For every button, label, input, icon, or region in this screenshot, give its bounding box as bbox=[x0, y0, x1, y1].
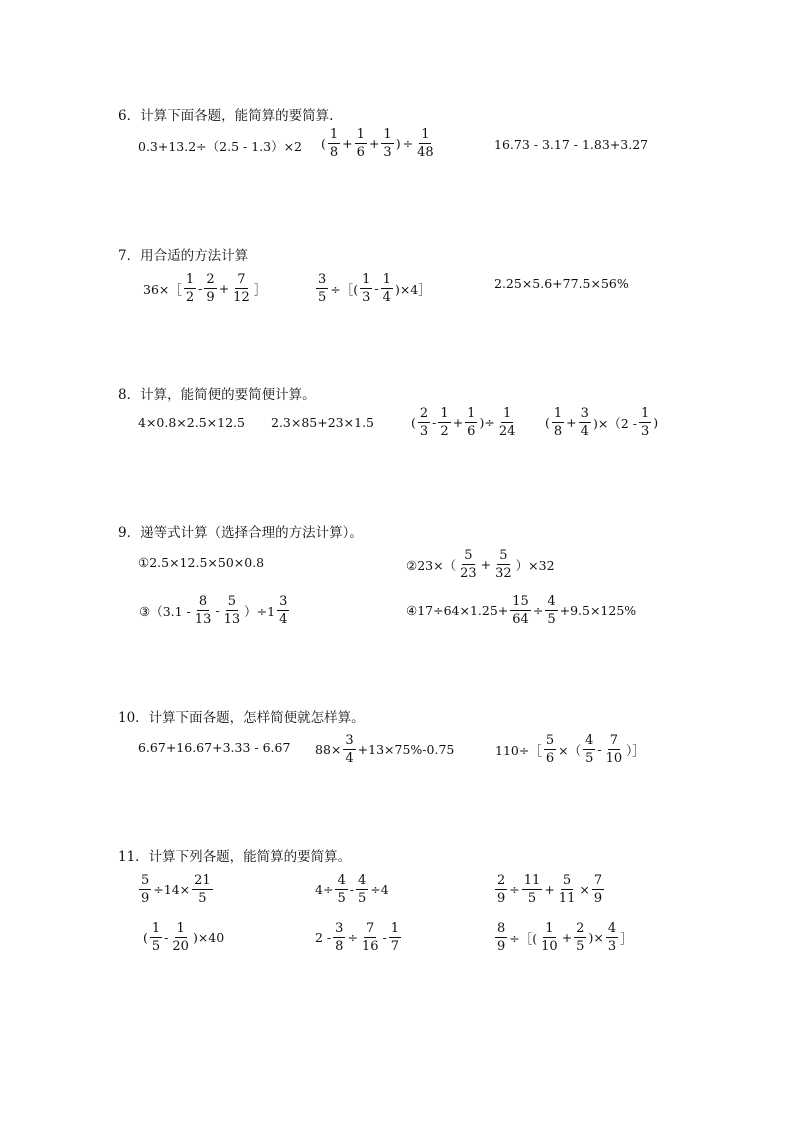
q7-expr-3: 2.25×5.6+77.5×56% bbox=[494, 276, 629, 291]
q11-expr-6: $\frac{8}{9}$ ÷［( 1 10 + $\frac{2}{5}$ )× $\frac{4}{3}$ ］ bbox=[497, 921, 633, 954]
q9-expr-3: ③（3.1 - 8 13 - 5 13 ）÷1 3 4 bbox=[139, 594, 288, 627]
q8-expr-1: 4×0.8×2.5×12.5 bbox=[138, 415, 245, 430]
q9-expr-1: ①2.5×12.5×50×0.8 bbox=[138, 555, 265, 570]
question-11-title: 11．计算下列各题，能简算的要简算。 bbox=[118, 849, 352, 865]
q10-expr-1: 6.67+16.67+3.33 - 6.67 bbox=[138, 740, 291, 755]
q11-expr-5: 2 - $\frac{3}{8}$ ÷ $\frac{7}{16}$ - 1 7 bbox=[315, 921, 399, 954]
question-8-title: 8．计算，能简便的要简便计算。 bbox=[118, 387, 316, 403]
question-7-title: 7．用合适的方法计算 bbox=[118, 248, 249, 264]
q10-expr-2: 88× $\frac{3}{4}$ +13×75%-0.75 bbox=[315, 733, 455, 766]
q9-expr-4: ④17÷64×1.25+ $\frac{15}{64}$ ÷ $\frac{4}{5}$ +9.5×125% bbox=[406, 594, 637, 627]
q6-expr-3: 16.73 - 3.17 - 1.83+3.27 bbox=[494, 137, 649, 152]
q9-expr-2: ②23×（ 5 23 + $\frac{5}{32}$ ）×32 bbox=[406, 548, 555, 581]
q6-expr-2: ( 1 8 + $\frac{1}{6}$ + $\frac{1}{3}$ ) ÷ $\frac{1}{48}$ bbox=[321, 127, 434, 160]
question-10-title: 10．计算下面各题，怎样简便就怎样算。 bbox=[118, 710, 365, 726]
q11-expr-3: $\frac{2}{9}$ ÷ $\frac{11}{5}$ + $\frac{5}{11}$ × $\frac{7}{9}$ bbox=[497, 873, 603, 906]
question-9-title: 9．递等式计算（选择合理的方法计算）。 bbox=[118, 525, 363, 541]
q7-expr-1: 36×［ 1 2 - 2 9 + $\frac{7}{12}$ ］ bbox=[143, 272, 267, 305]
q8-expr-4: ( 1 8 + $\frac{3}{4}$ )×（2 - 1 3 ) bbox=[545, 406, 659, 439]
q11-expr-4: ( 1 5 - 1 20 )×40 bbox=[143, 921, 225, 954]
q8-expr-3: ( 2 3 - 1 2 + $\frac{1}{6}$ )÷ $\frac{1}{24}$ bbox=[411, 406, 516, 439]
q10-expr-3: 110÷［ $\frac{5}{6}$ ×（ 4 5 - 7 10 ）］ bbox=[495, 733, 645, 766]
question-6-title: 6．计算下面各题，能简算的要简算. bbox=[118, 108, 334, 124]
q11-expr-1: $\frac{5}{9}$ ÷14× $\frac{21}{5}$ bbox=[141, 873, 211, 906]
q7-expr-2: $\frac{3}{5}$ ÷［( 1 3 - 1 4 )×4］ bbox=[318, 272, 431, 305]
q11-expr-2: 4÷ $\frac{4}{5}$ - $\frac{4}{5}$ ÷4 bbox=[315, 873, 389, 906]
q6-expr-1: 0.3+13.2÷（2.5 - 1.3）×2 bbox=[138, 139, 303, 154]
q8-expr-2: 2.3×85+23×1.5 bbox=[271, 415, 374, 430]
